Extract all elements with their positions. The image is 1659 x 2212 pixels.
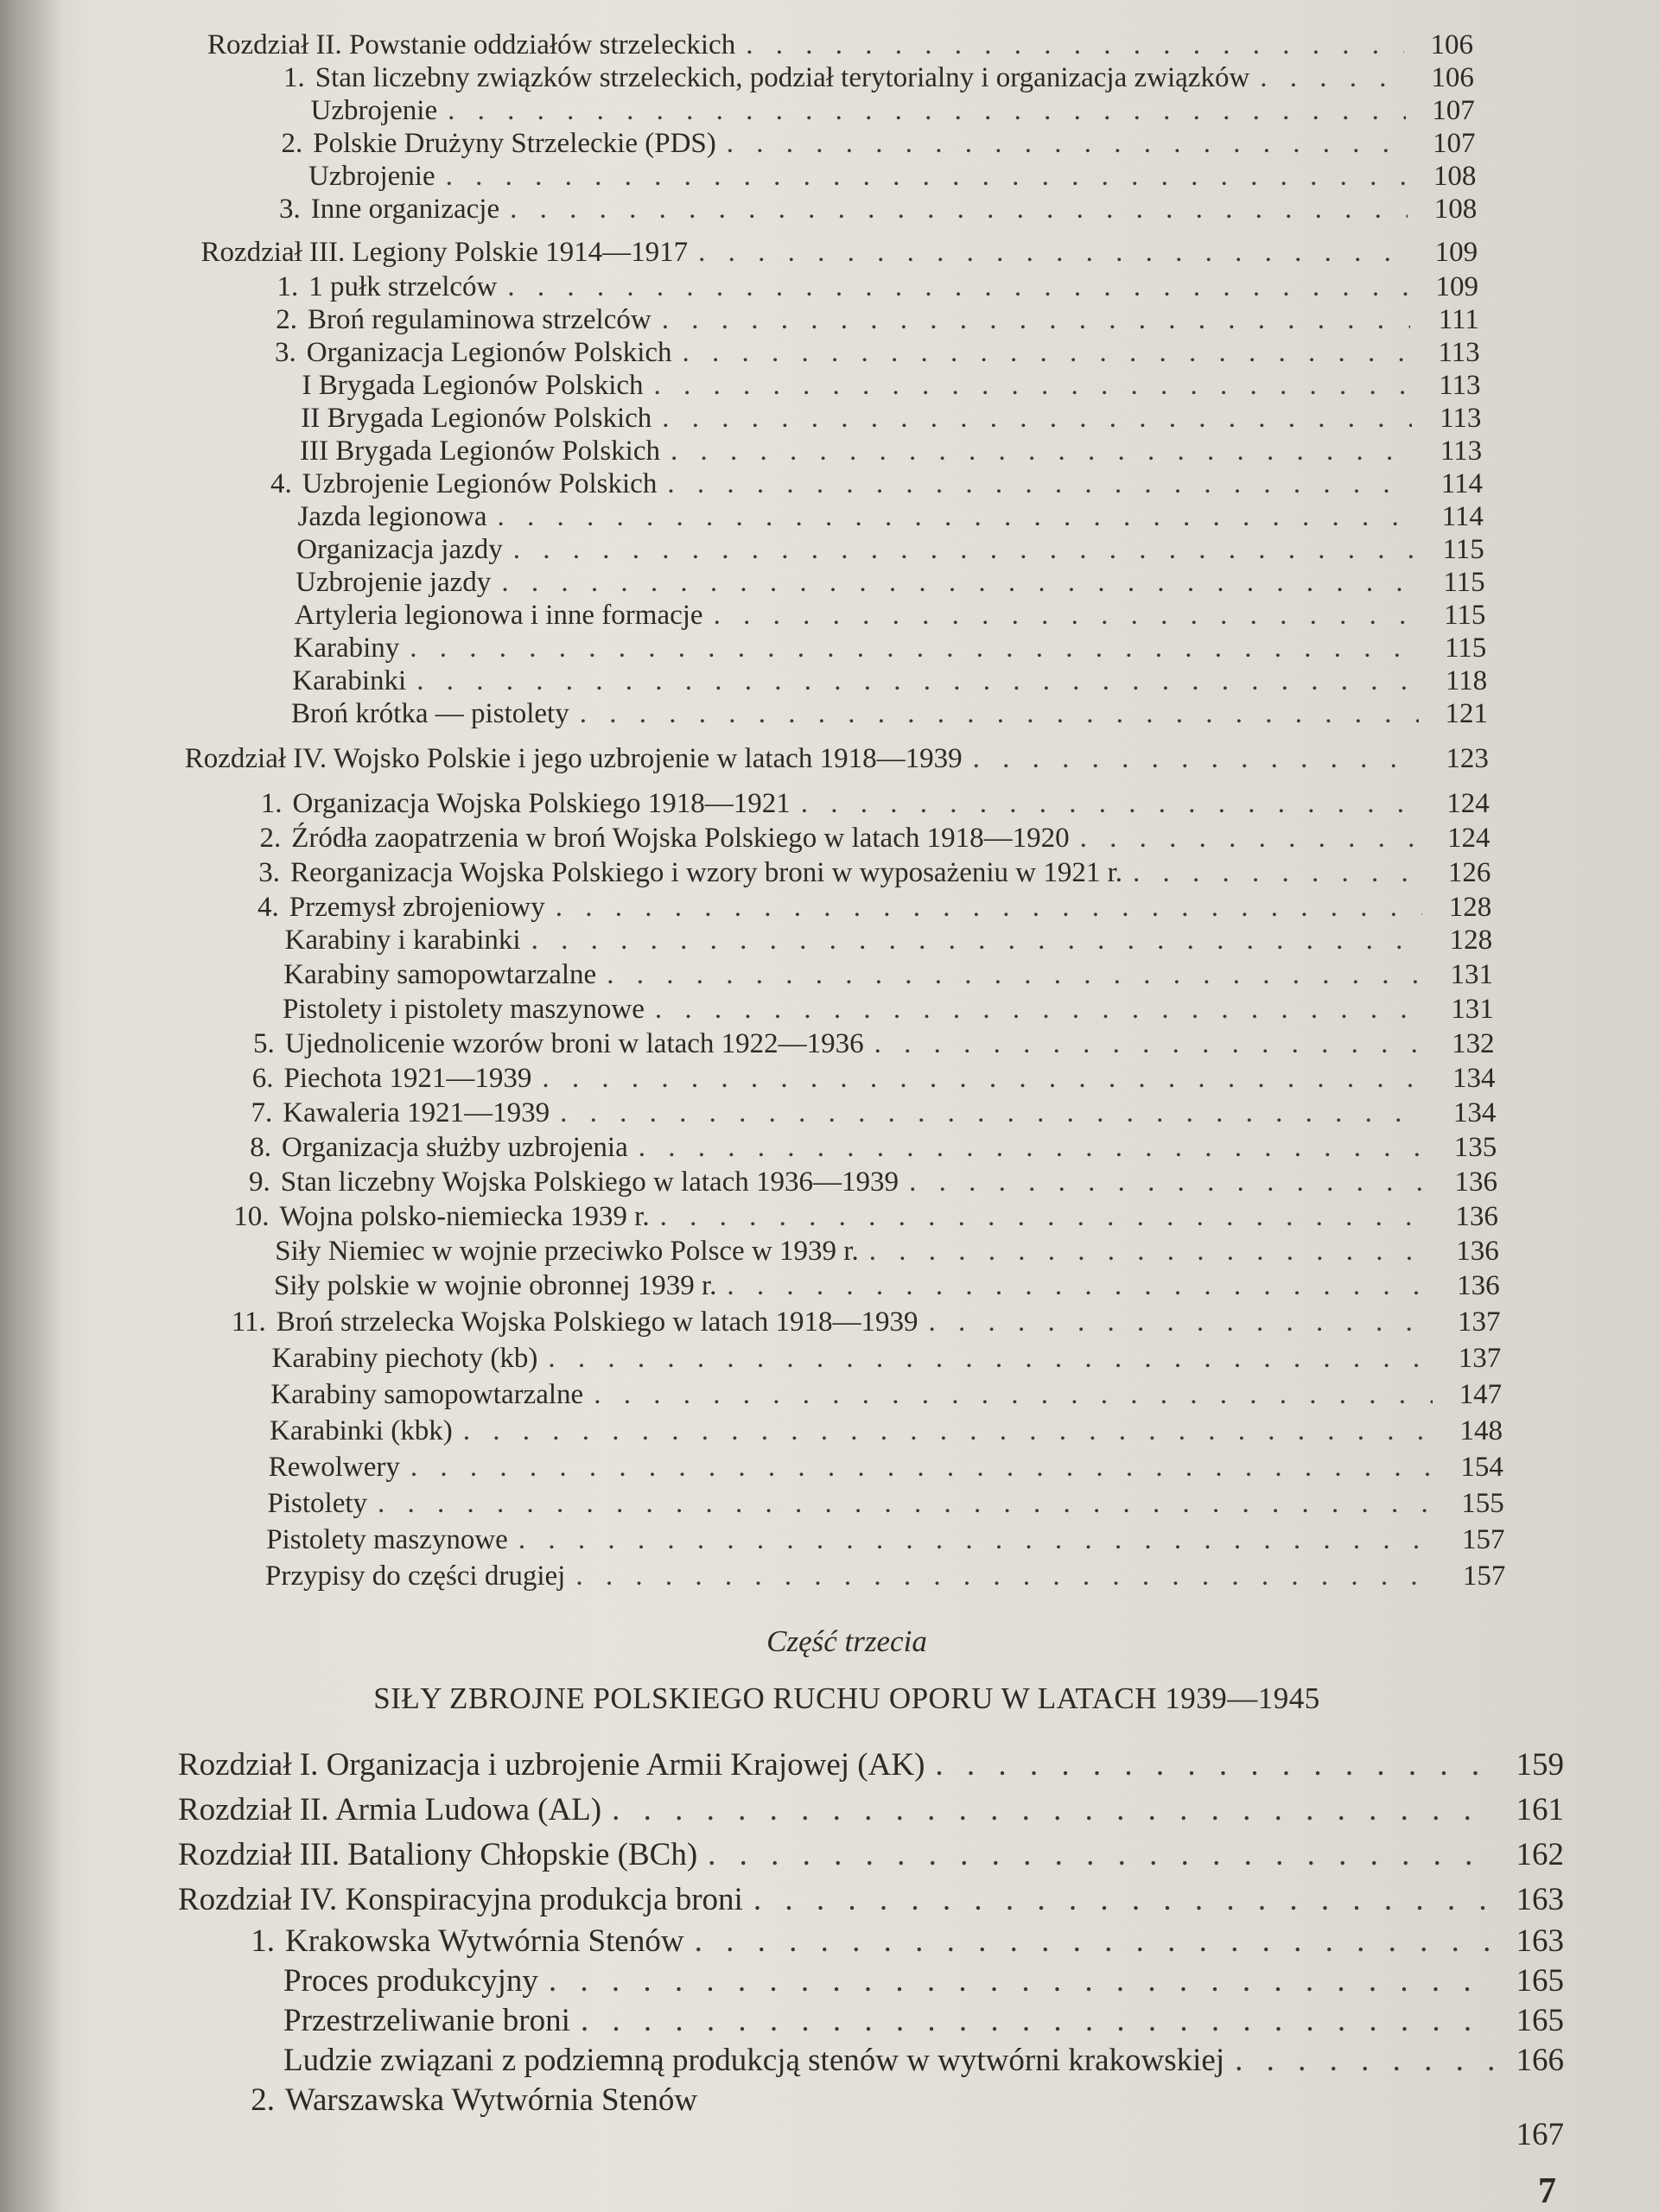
toc-entry	[283, 992, 1494, 1027]
dot-leader	[918, 1305, 1432, 1339]
toc-entry	[178, 1835, 1564, 1875]
toc-entry	[266, 1522, 1504, 1557]
entry-page-number: 115	[1445, 632, 1487, 664]
entry-title: Rewolwery	[268, 1452, 400, 1483]
entry-title: Przestrzeliwanie broni	[283, 2003, 570, 2038]
entry-page-number: 131	[1450, 959, 1493, 990]
toc-entry	[283, 1961, 1564, 2001]
entry-number: 8.	[250, 1132, 271, 1163]
toc-entry	[244, 855, 1491, 890]
entry-title: Przypisy do części drugiej	[265, 1560, 566, 1592]
toc-entry	[233, 1199, 1498, 1234]
entry-page-number: 106	[1431, 62, 1474, 93]
dot-leader	[531, 1061, 1426, 1096]
entry-page-number: 134	[1452, 1097, 1497, 1128]
entry-page-number: 132	[1452, 1028, 1495, 1059]
entry-title: Ludzie związani z podziemną produkcją stenów w wytwórni krakowskiej	[283, 2043, 1225, 2078]
dot-leader	[569, 696, 1419, 731]
dot-leader	[521, 923, 1424, 957]
entry-number: 4.	[270, 468, 292, 499]
entry-title: Siły polskie w wojnie obronnej 1939 r.	[274, 1270, 717, 1301]
dot-leader	[644, 368, 1412, 403]
entry-page-number: 128	[1448, 892, 1492, 923]
dot-leader	[491, 565, 1415, 600]
entry-page-number: 165	[1516, 2003, 1564, 2038]
entry-page-number: 163	[1516, 1882, 1564, 1917]
entry-title: Organizacja Wojska Polskiego 1918—1921	[292, 788, 791, 819]
entry-title: Rozdział IV. Wojsko Polskie i jego uzbrojenie w latach 1918—1939	[184, 743, 963, 774]
dot-leader	[684, 1922, 1495, 1961]
entry-page-number: 157	[1462, 1560, 1506, 1592]
toc-entry	[302, 368, 1481, 403]
entry-page-number: 136	[1454, 1166, 1498, 1198]
toc-entry	[230, 1305, 1501, 1339]
dot-leader	[400, 1450, 1434, 1484]
entry-title: Karabinki (kbk)	[270, 1415, 453, 1446]
entry-title: Uzbrojenie	[310, 95, 438, 126]
entry-page-number: 126	[1447, 857, 1491, 888]
toc-entry	[178, 1790, 1564, 1830]
toc-entry	[262, 270, 1478, 304]
entry-number: 11.	[231, 1306, 266, 1338]
entry-page-number: 124	[1447, 823, 1491, 854]
entry-title: Kawaleria 1921—1939	[283, 1097, 550, 1128]
dot-leader	[537, 1341, 1432, 1376]
dot-leader	[453, 1414, 1433, 1448]
toc-entry	[269, 1450, 1503, 1484]
entry-page-number: 118	[1445, 665, 1488, 696]
entry-page-number: 157	[1462, 1524, 1505, 1555]
dot-leader	[963, 741, 1420, 776]
entry-number: 6.	[251, 1063, 274, 1094]
entry-title: Polskie Drużyny Strzeleckie (PDS)	[313, 128, 716, 159]
toc-entry	[301, 401, 1481, 435]
entry-number: 2.	[276, 304, 297, 335]
entry-title: Rozdział II. Powstanie oddziałów strzeleckich	[207, 29, 736, 60]
dot-leader	[864, 1027, 1426, 1061]
dot-leader	[487, 499, 1414, 534]
entry-page-number: 109	[1435, 271, 1478, 302]
dot-leader	[652, 401, 1412, 435]
toc-entry	[245, 821, 1490, 855]
entry-page-number: 137	[1457, 1306, 1501, 1338]
dot-leader	[1249, 60, 1405, 95]
dot-leader	[399, 631, 1417, 665]
toc-entry	[292, 664, 1487, 698]
entry-title: Pistolety i pistolety maszynowe	[283, 994, 645, 1025]
entry-title: Pistolety maszynowe	[266, 1524, 508, 1555]
toc-entry	[296, 565, 1485, 600]
entry-page-number: 108	[1433, 194, 1478, 225]
entry-title: Stan liczebny Wojska Polskiego w latach 1936—1939	[280, 1166, 899, 1198]
entry-title: Organizacja jazdy	[296, 534, 503, 565]
entry-title: Rozdział III. Bataliony Chłopskie (BCh)	[178, 1837, 698, 1872]
dot-leader	[657, 467, 1414, 501]
entry-page-number: 135	[1453, 1132, 1497, 1163]
entry-title: Źródła zaopatrzenia w broń Wojska Polskiego w latach 1918—1920	[291, 823, 1070, 854]
toc-entry	[294, 631, 1487, 665]
entry-page-number: 163	[1516, 1923, 1564, 1959]
entry-title: Karabiny i karabinki	[284, 925, 521, 956]
entry-page-number: 106	[1430, 29, 1473, 60]
entry-title: I Brygada Legionów Polskich	[302, 370, 644, 401]
dot-leader	[367, 1486, 1435, 1521]
toc-entry	[260, 335, 1480, 370]
entry-number: 2.	[259, 823, 282, 854]
toc-entry	[243, 890, 1492, 925]
toc-entry	[265, 1559, 1505, 1593]
dot-leader	[437, 93, 1406, 128]
entry-title: Jazda legionowa	[297, 501, 487, 532]
entry-title: Uzbrojenie Legionów Polskich	[302, 468, 658, 499]
entry-page-number: 113	[1440, 435, 1483, 467]
toc-entry	[285, 923, 1493, 957]
entry-number: 7.	[251, 1097, 273, 1128]
entry-page-number: 154	[1460, 1452, 1503, 1483]
toc-entry	[178, 1880, 1564, 1920]
toc-entry	[264, 192, 1478, 226]
entry-title: Karabiny	[293, 632, 400, 664]
dot-leader	[716, 1268, 1430, 1303]
entry-page-number: 136	[1455, 1201, 1498, 1232]
entry-title: Organizacja służby uzbrojenia	[282, 1132, 628, 1163]
entry-title: Organizacja Legionów Polskich	[306, 337, 672, 368]
entry-page-number: 136	[1457, 1270, 1500, 1301]
entry-title: II Brygada Legionów Polskich	[301, 403, 652, 434]
entry-title: Pistolety	[267, 1488, 368, 1519]
entry-title: Broń krótka — pistolety	[291, 698, 569, 729]
dot-leader	[1224, 2041, 1495, 2081]
dot-leader	[499, 192, 1408, 226]
toc-entry	[270, 1377, 1502, 1412]
entry-page-number: 121	[1445, 698, 1488, 729]
dot-leader	[406, 664, 1418, 698]
entry-title: Siły Niemiec w wojnie przeciwko Polsce w 1939 r.	[275, 1236, 859, 1267]
entry-number: 3.	[279, 194, 301, 225]
entry-title: 1 pułk strzelców	[308, 271, 498, 302]
toc-entry	[298, 499, 1484, 534]
entry-title: Rozdział III. Legiony Polskie 1914—1917	[200, 237, 689, 268]
toc-entry	[283, 957, 1493, 992]
entry-page-number: 114	[1440, 468, 1484, 499]
entry-number: 1.	[283, 62, 305, 93]
entry-page-number: 123	[1446, 743, 1489, 774]
toc-entry	[283, 2041, 1564, 2081]
entry-page-number: 107	[1432, 95, 1475, 126]
dot-leader	[583, 1377, 1433, 1412]
entry-page-number: 113	[1438, 337, 1480, 368]
toc-entry	[268, 1486, 1504, 1521]
entry-number: 10.	[233, 1201, 270, 1232]
entry-title: Stan liczebny związków strzeleckich, podział terytorialny i organizacja związków	[315, 62, 1250, 93]
toc-entry	[296, 532, 1484, 567]
dot-leader	[859, 1234, 1430, 1268]
dot-leader	[503, 532, 1415, 567]
entry-number: 1.	[276, 271, 299, 302]
entry-page-number: 131	[1451, 994, 1494, 1025]
entry-number: 3.	[258, 857, 280, 888]
dot-leader	[703, 598, 1417, 632]
entry-title: Karabinki	[292, 665, 407, 696]
entry-title: Rozdział I. Organizacja i uzbrojenie Armii Krajowej (AK)	[178, 1747, 925, 1783]
entry-title: Karabiny piechoty (kb)	[271, 1343, 538, 1374]
entry-page-number: 113	[1440, 403, 1482, 434]
entry-title: Rozdział II. Armia Ludowa (AL)	[178, 1792, 602, 1827]
dot-leader	[545, 890, 1422, 925]
dot-leader	[497, 270, 1409, 304]
entry-page-number: 159	[1516, 1747, 1564, 1783]
dot-leader	[570, 2001, 1495, 2041]
entry-title: Rozdział IV. Konspiracyjna produkcja broni	[178, 1882, 743, 1917]
toc-entry	[185, 741, 1489, 776]
entry-title: Proces produkcyjny	[283, 1963, 538, 1999]
dot-leader	[508, 1522, 1436, 1557]
entry-number: 9.	[249, 1166, 270, 1198]
entry-page-number: 162	[1516, 1837, 1564, 1872]
entry-title: Karabiny samopowtarzalne	[270, 1379, 584, 1410]
entry-page-number: 165	[1516, 1963, 1564, 1999]
toc-entry	[269, 60, 1474, 95]
entry-page-number: 155	[1461, 1488, 1504, 1519]
entry-page-number: 166	[1516, 2043, 1564, 2078]
toc-entry	[311, 93, 1475, 128]
dot-leader	[899, 1165, 1428, 1199]
entry-number: 5.	[253, 1028, 275, 1059]
dot-leader	[628, 1130, 1427, 1165]
toc-entry	[283, 2001, 1564, 2041]
entry-page-number: 128	[1449, 925, 1493, 956]
toc-entry	[246, 786, 1490, 821]
toc-entry	[178, 1745, 1564, 1785]
dot-leader	[743, 1880, 1495, 1920]
dot-leader	[1122, 855, 1421, 890]
entry-number: 1.	[260, 788, 283, 819]
toc-entry	[283, 2115, 1564, 2155]
entry-page-number: 134	[1452, 1063, 1496, 1094]
entry-page-number: 109	[1434, 237, 1478, 268]
entry-title: Broń regulaminowa strzelców	[308, 304, 652, 335]
dot-leader	[735, 28, 1404, 62]
part-title: SIŁY ZBROJNE POLSKIEGO RUCHU OPORU W LATACH 1939—1945	[373, 1681, 1320, 1715]
toc-entry	[236, 1096, 1496, 1130]
toc-entry	[270, 1414, 1503, 1448]
toc-entry	[238, 1027, 1495, 1061]
entry-page-number: 137	[1458, 1343, 1502, 1374]
entry-title: Warszawska Wytwórnia Stenów	[285, 2082, 698, 2118]
dot-leader	[672, 335, 1411, 370]
toc-entry	[238, 1061, 1496, 1096]
toc-entry	[256, 467, 1483, 501]
entry-page-number: 161	[1516, 1792, 1564, 1827]
toc-entry	[201, 235, 1478, 270]
dot-leader	[688, 235, 1408, 270]
entry-page-number: 115	[1443, 567, 1485, 598]
toc-entry	[207, 28, 1473, 62]
entry-page-number: 114	[1441, 501, 1484, 532]
entry-page-number: 108	[1433, 161, 1477, 192]
page-number: 7	[1538, 2171, 1556, 2211]
entry-page-number: 113	[1439, 370, 1481, 401]
entry-page-number: 147	[1459, 1379, 1503, 1410]
entry-number: 2.	[281, 128, 303, 159]
dot-leader	[925, 1745, 1495, 1785]
dot-leader	[791, 786, 1421, 821]
entry-title: Uzbrojenie jazdy	[296, 567, 492, 598]
toc-entry	[261, 302, 1479, 337]
entry-page-number: 148	[1459, 1415, 1503, 1446]
dot-leader	[538, 1961, 1495, 2001]
toc-entry	[274, 1268, 1500, 1303]
entry-page-number: 115	[1442, 534, 1484, 565]
entry-title: Uzbrojenie	[308, 161, 435, 192]
entry-number: 2.	[251, 2082, 275, 2118]
toc-entry	[300, 434, 1482, 468]
entry-title: Reorganizacja Wojska Polskiego i wzory broni w wyposażeniu w 1921 r.	[290, 857, 1123, 888]
entry-title: Wojna polsko-niemiecka 1939 r.	[279, 1201, 650, 1232]
entry-page-number: 136	[1456, 1236, 1499, 1267]
part-heading: Część trzecia	[766, 1624, 927, 1658]
entry-title: Krakowska Wytwórnia Stenów	[285, 1923, 684, 1959]
entry-page-number: 124	[1446, 788, 1490, 819]
dot-leader	[697, 1835, 1495, 1875]
dot-leader	[716, 126, 1407, 161]
dot-leader	[1070, 821, 1421, 855]
entry-number: 4.	[257, 892, 279, 923]
entry-title: Broń strzelecka Wojska Polskiego w latach 1918—1939	[276, 1306, 918, 1338]
entry-page-number: 111	[1438, 304, 1479, 335]
entry-page-number: 167	[1516, 2117, 1564, 2152]
toc-entry	[272, 1341, 1502, 1376]
entry-number: 3.	[275, 337, 296, 368]
dot-leader	[645, 992, 1425, 1027]
toc-entry	[295, 598, 1486, 632]
dot-leader	[435, 159, 1408, 194]
dot-leader	[565, 1559, 1436, 1593]
entry-title: Karabiny samopowtarzalne	[283, 959, 597, 990]
entry-number: 1.	[251, 1923, 275, 1959]
dot-leader	[652, 302, 1410, 337]
dot-leader	[601, 1790, 1495, 1830]
toc-entry	[238, 1922, 1564, 1961]
entry-title: III Brygada Legionów Polskich	[300, 435, 660, 467]
toc-entry	[275, 1234, 1499, 1268]
dot-leader	[660, 434, 1413, 468]
entry-page-number: 107	[1433, 128, 1476, 159]
toc-entry	[291, 696, 1488, 731]
entry-title: Przemysł zbrojeniowy	[289, 892, 545, 923]
entry-title: Piechota 1921—1939	[283, 1063, 532, 1094]
toc-entry	[234, 1165, 1497, 1199]
toc-entry	[235, 1130, 1497, 1165]
entry-title: Ujednolicenie wzorów broni w latach 1922—1936	[284, 1028, 864, 1059]
entry-page-number: 115	[1444, 600, 1486, 631]
entry-title: Inne organizacje	[310, 194, 500, 225]
toc-entry	[266, 126, 1475, 161]
dot-leader	[550, 1096, 1427, 1130]
dot-leader	[650, 1199, 1429, 1234]
toc-entry	[308, 159, 1476, 194]
entry-title: Artyleria legionowa i inne formacje	[294, 600, 703, 631]
dot-leader	[596, 957, 1424, 992]
